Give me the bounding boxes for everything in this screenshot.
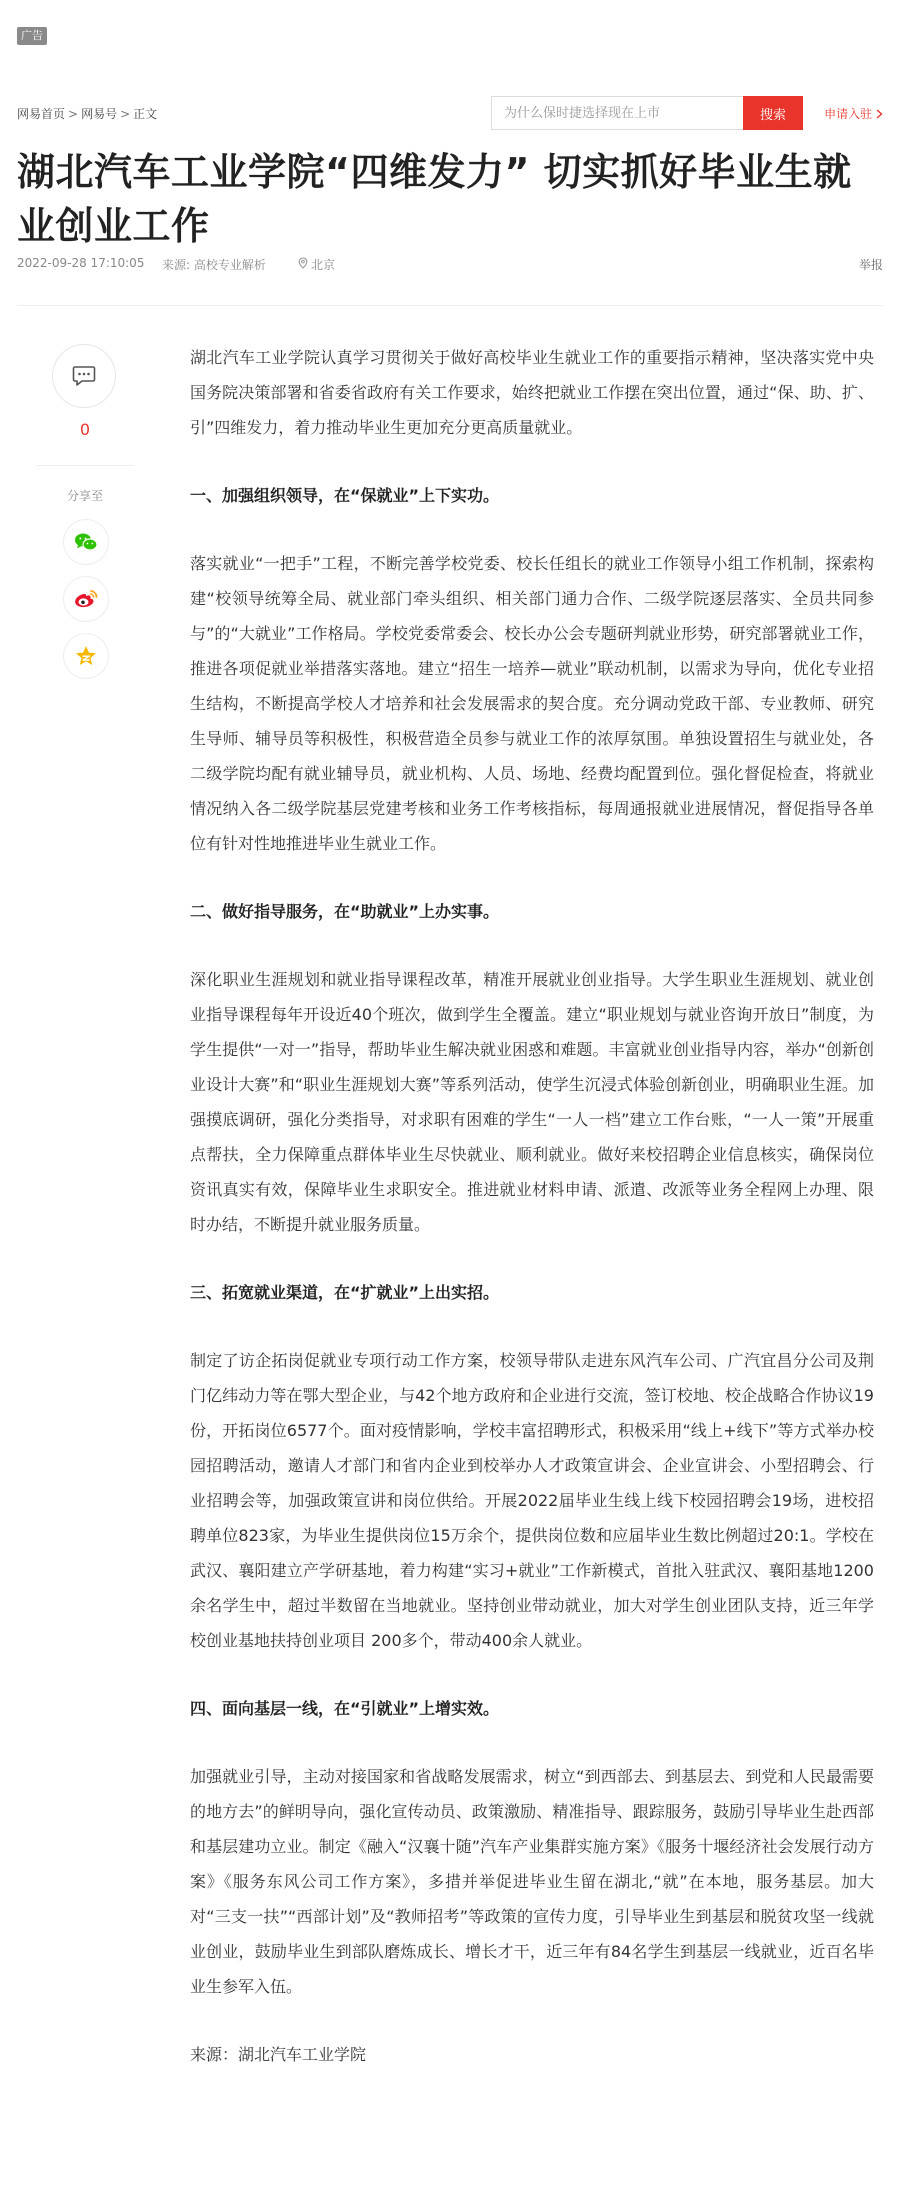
- breadcrumb-separator: >: [68, 107, 79, 121]
- breadcrumb-current: 正文: [133, 107, 158, 121]
- wechat-icon: [74, 532, 98, 552]
- breadcrumb-wangyihao[interactable]: 网易号: [81, 107, 118, 121]
- article-paragraph: 加强就业引导，主动对接国家和省战略发展需求，树立“到西部去、到基层去、到党和人民最需要的地方去”的鲜明导向，强化宣传动员、政策激励、精准指导、跟踪服务，鼓励引导毕业生赴西部和基层建功立业。制定《融入“汉襄十随”汽车产业集群实施方案》《服务十堰经济社会发展行动方案》《服务东风公司工作方案》，多措并举促进毕业生留在湖北,“就”在本地，服务基层。加大对“三支一扶”“西部计划”及“教师招考”等政策的宣传力度，引导毕业生到基层和脱贫攻坚一线就业创业，鼓励毕业生到部队磨炼成长、增长才干，近三年有84名学生到基层一线就业，近百名毕业生参军入伍。: [190, 1767, 874, 1996]
- chevron-right-icon: [876, 109, 883, 119]
- qzone-icon: [74, 644, 98, 668]
- section-heading: 一、加强组织领导，在“保就业”上下实功。: [190, 486, 500, 505]
- report-link[interactable]: 举报: [858, 258, 883, 272]
- ad-badge: 广告: [17, 27, 47, 45]
- breadcrumb: [17, 105, 157, 122]
- article-paragraph: 湖北汽车工业学院认真学习贯彻关于做好高校毕业生就业工作的重要指示精神，坚决落实党中央国务院决策部署和省委省政府有关工作要求，始终把就业工作摆在突出位置，通过“保、助、扩、引”四维发力，着力推动毕业生更加充分更高质量就业。: [190, 348, 874, 437]
- article-paragraph: 深化职业生涯规划和就业指导课程改革，精准开展就业创业指导。大学生职业生涯规划、就业创业指导课程每年开设近40个班次，做到学生全覆盖。建立“职业规划与就业咨询开放日”制度，为学生提供“一对一”指导，帮助毕业生解决就业困惑和难题。丰富就业创业指导内容，举办“创新创业设计大赛”和“职业生涯规划大赛”等系列活动，使学生沉浸式体验创新创业，明确职业生涯。加强摸底调研，强化分类指导，对求职有困难的学生“一人一档”建立工作台账，“一人一策”开展重点帮扶，全力保障重点群体毕业生尽快就业、顺利就业。做好来校招聘企业信息核实，确保岗位资讯真实有效，保障毕业生求职安全。推进就业材料申请、派遣、改派等业务全程网上办理、限时办结，不断提升就业服务质量。: [190, 970, 874, 1234]
- breadcrumb-separator: >: [120, 107, 131, 121]
- side-divider: [36, 465, 134, 466]
- section-heading: 三、拓宽就业渠道，在“扩就业”上出实招。: [190, 1283, 500, 1302]
- weibo-icon: [73, 588, 99, 610]
- article-body: [190, 340, 874, 2072]
- section-heading: 四、面向基层一线，在“引就业”上增实效。: [190, 1699, 500, 1718]
- comment-icon: [72, 365, 96, 387]
- article-source: 来源: 高校专业解析: [162, 258, 266, 272]
- apply-join-label: 申请入驻: [824, 107, 873, 121]
- search-input[interactable]: [491, 96, 743, 130]
- publish-time: 2022-09-28 17:10:05: [17, 256, 145, 270]
- location-text: 北京: [311, 258, 336, 272]
- search-button[interactable]: 搜索: [743, 96, 803, 130]
- section-heading: 二、做好指导服务，在“助就业”上办实事。: [190, 902, 500, 921]
- apply-join-link[interactable]: [824, 105, 883, 122]
- share-weibo-button[interactable]: [63, 576, 109, 622]
- search-box: [491, 96, 803, 130]
- share-wechat-button[interactable]: [63, 519, 109, 565]
- article-paragraph: 落实就业“一把手”工程，不断完善学校党委、校长任组长的就业工作领导小组工作机制，探索构建“校领导统筹全局、就业部门牵头组织、相关部门通力合作、二级学院逐层落实、全员共同参与”的“大就业”工作格局。学校党委常委会、校长办公会专题研判就业形势，研究部署就业工作，推进各项促就业举措落实落地。建立“招生一培养—就业”联动机制，以需求为导向，优化专业招生结构，不断提高学校人才培养和社会发展需求的契合度。充分调动党政干部、专业教师、研究生导师、辅导员等积极性，积极营造全员参与就业工作的浓厚氛围。单独设置招生与就业处，各二级学院均配有就业辅导员，就业机构、人员、场地、经费均配置到位。强化督促检查，将就业情况纳入各二级学院基层党建考核和业务工作考核指标，每周通报就业进展情况，督促指导各单位有针对性地推进毕业生就业工作。: [190, 554, 874, 853]
- article-source-line: 来源：湖北汽车工业学院: [190, 2045, 367, 2064]
- share-label: 分享至: [66, 489, 103, 503]
- comment-button[interactable]: [52, 344, 116, 408]
- article-location: [298, 256, 336, 272]
- share-qzone-button[interactable]: [63, 633, 109, 679]
- article-title: 湖北汽车工业学院“四维发力” 切实抓好毕业生就业创业工作: [17, 150, 852, 248]
- header-divider: [17, 305, 883, 306]
- location-pin-icon: [298, 257, 308, 269]
- comment-count[interactable]: 0: [79, 420, 91, 439]
- article-paragraph: 制定了访企拓岗促就业专项行动工作方案，校领导带队走进东风汽车公司、广汽宜昌分公司及荆门亿纬动力等在鄂大型企业，与42个地方政府和企业进行交流，签订校地、校企战略合作协议19份，开拓岗位6577个。面对疫情影响，学校丰富招聘形式，积极采用“线上+线下”等方式举办校园招聘活动，邀请人才部门和省内企业到校举办人才政策宣讲会、企业宣讲会、小型招聘会、行业招聘会等，加强政策宣讲和岗位供给。开展2022届毕业生线上线下校园招聘会19场，进校招聘单位823家，为毕业生提供岗位15万余个，提供岗位数和应届毕业生数比例超过20:1。学校在武汉、襄阳建立产学研基地，着力构建“实习+就业”工作新模式，首批入驻武汉、襄阳基地1200余名学生中，超过半数留在当地就业。坚持创业带动就业，加大对学生创业团队支持，近三年学校创业基地扶持创业项目 200多个，带动400余人就业。: [190, 1351, 874, 1650]
- top-bar: [17, 96, 883, 130]
- breadcrumb-home[interactable]: 网易首页: [17, 107, 66, 121]
- article-meta: [17, 256, 883, 276]
